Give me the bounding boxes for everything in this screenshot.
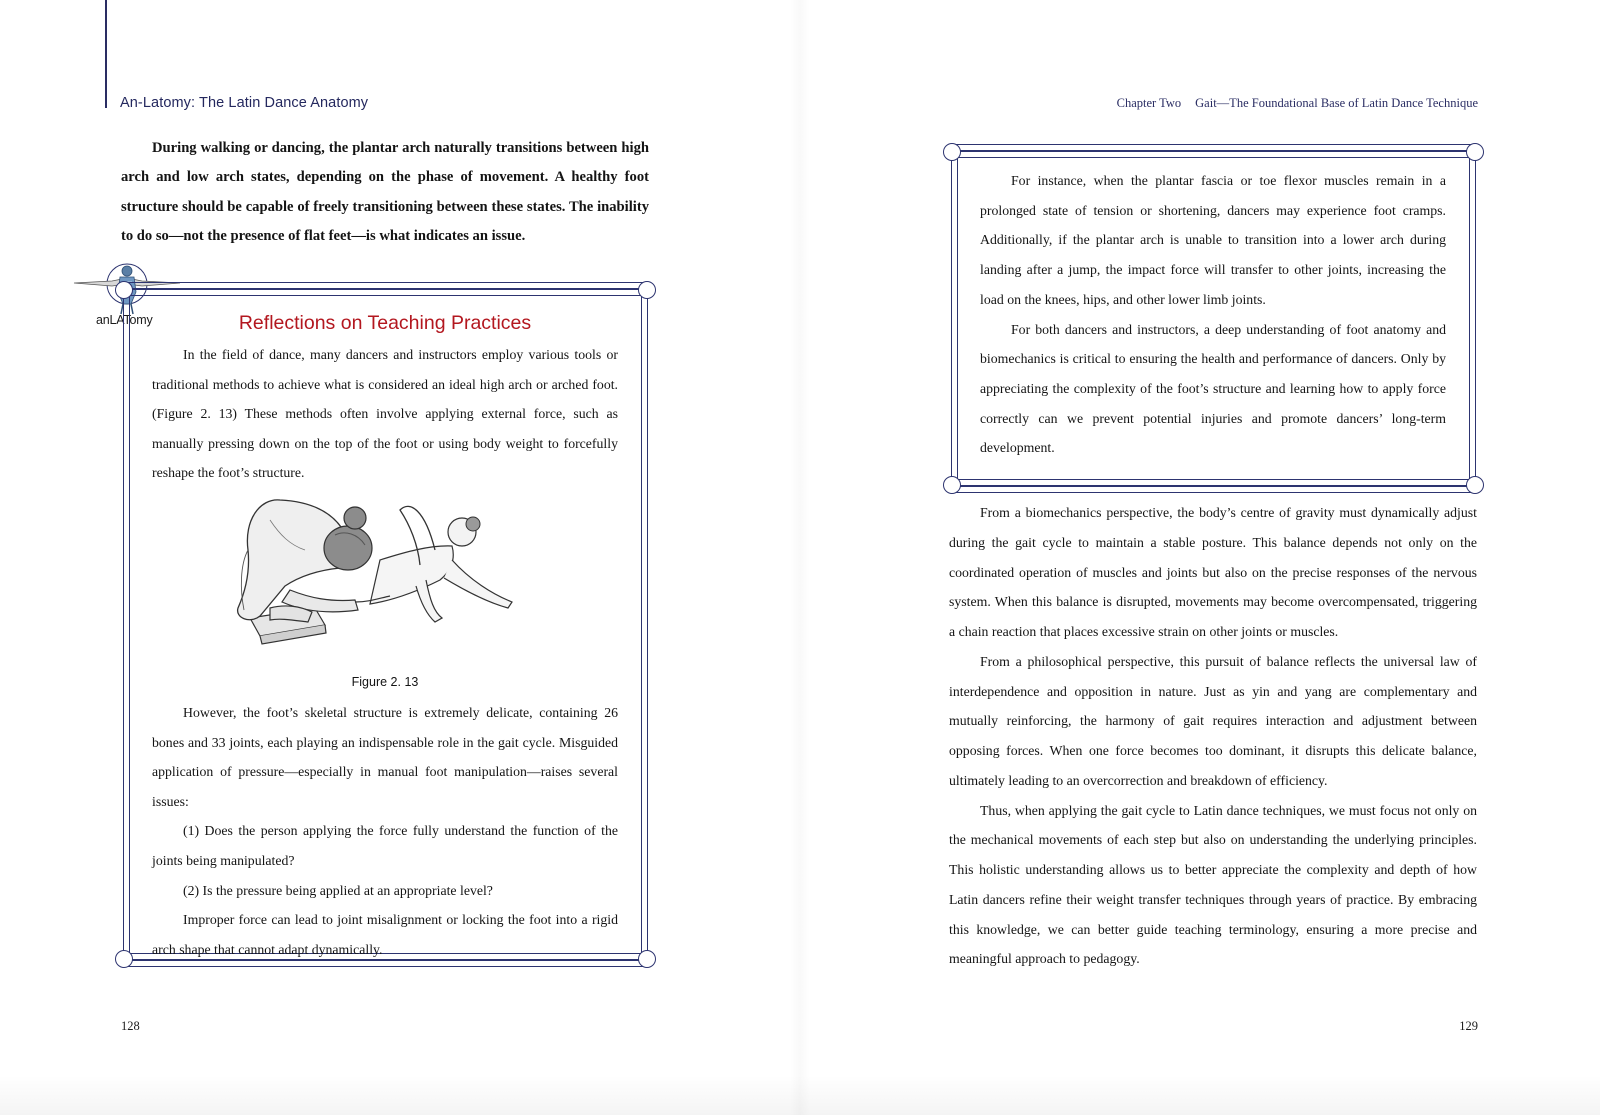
body-paragraph: From a philosophical perspective, this pursuit of balance reflects the universal law of interdependence and opposition in nature. Just as yin and yang are complementary and mutually reinforcing, the harmony of gait requires interaction and adjustment between opposing forces. When one force becomes too dominant, it disrupts this delicate balance, ultimately leading to an overcorrection and breakdown of efficiency.: [949, 653, 1477, 788]
intro-text: During walking or dancing, the plantar arch naturally transitions between high arch and low arch states, depending on the phase of movement. A healthy foot structure should be capable of freely transitioning between these states. The inability to do so—not the presence of flat feet—is what indicates an issue.: [121, 140, 649, 245]
page-number-left: 128: [121, 1019, 140, 1033]
right-page-body: [949, 498, 1477, 974]
frame-corner: [1466, 143, 1484, 161]
chapter-label: Chapter Two: [1116, 96, 1182, 110]
gutter-shadow: [790, 0, 810, 1115]
box-top-rule: [123, 282, 648, 289]
header-rule: [105, 0, 107, 108]
foot-health-box: [951, 151, 1476, 486]
frame-corner: [638, 281, 656, 299]
box-content: [152, 309, 618, 964]
chapter-header: [1117, 96, 1478, 111]
list-item: (2) Is the pressure being applied at an appropriate level?: [183, 882, 493, 898]
frame-corner: [943, 476, 961, 494]
book-title-header: An-Latomy: The Latin Dance Anatomy: [120, 95, 369, 111]
intro-paragraph: [121, 134, 649, 252]
box-paragraph: Improper force can lead to joint misalignment or locking the foot into a rigid arch shape that cannot adapt dynamically.: [152, 912, 618, 957]
box-title: Reflections on Teaching Practices: [238, 312, 532, 334]
frame-corner: [115, 950, 133, 968]
box-paragraph: For instance, when the plantar fascia or toe flexor muscles remain in a prolonged state of tension or shortening, dancers may experience foot cramps. Additionally, if the plantar arch is unable to transition into a lower arch during landing after a jump, the impact force will transfer to other joints, increasing the load on the knees, hips, and other lower limb joints.: [980, 173, 1446, 307]
list-item: (1) Does the person applying the force fully understand the function of the joints being manipulated?: [152, 823, 618, 868]
box-body: [980, 166, 1446, 463]
frame-corner: [638, 950, 656, 968]
frame-corner: [115, 281, 133, 299]
figure-caption: Figure 2. 13: [351, 674, 419, 689]
figure-2-13: [152, 490, 618, 668]
chapter-title: Gait—The Foundational Base of Latin Dance Technique: [1195, 96, 1478, 110]
box-top-rule: [951, 144, 1476, 151]
box-body: [152, 340, 618, 964]
bottom-shade: [0, 1075, 1600, 1115]
logo-text: anLATomy: [96, 313, 153, 327]
frame-corner: [1466, 476, 1484, 494]
box-paragraph: For both dancers and instructors, a deep understanding of foot anatomy and biomechanics is critical to ensuring the health and performance of dancers. Only by appreciating the complexity of the foot’s structure and learning how to apply force correctly can we prevent potential injuries and promote dancers’ long-term development.: [980, 321, 1446, 456]
box-paragraph: However, the foot’s skeletal structure is extremely delicate, containing 26 bones and 33 joints, each playing an indispensable role in the gait cycle. Misguided application of pressure—especially in manual foot manipulation—raises several issues:: [152, 704, 618, 809]
body-paragraph: Thus, when applying the gait cycle to Latin dance techniques, we must focus not only on the mechanical movements of each step but also on understanding the underlying principles. This holistic understanding allows us to better appreciate the complexity and depth of how Latin dancers refine their weight transfer techniques through years of practice. By embracing this knowledge, we can better guide teaching terminology, ensuring a more precise and meaningful approach to pedagogy.: [949, 802, 1477, 967]
teaching-reflections-box: [123, 289, 648, 960]
page-number-right: 129: [1459, 1019, 1478, 1033]
body-paragraph: From a biomechanics perspective, the body’s centre of gravity must dynamically adjust during the gait cycle to maintain a stable posture. This balance depends not only on the coordinated operation of muscles and joints but also on the precise responses of the nervous system. When this balance is disrupted, movements may become overcompensated, triggering a chain reaction that places excessive strain on other joints or muscles.: [949, 505, 1477, 639]
box-paragraph: In the field of dance, many dancers and instructors employ various tools or traditional methods to achieve what is considered an ideal high arch or arched foot. (Figure 2. 13) These methods often involve applying external force, such as manually pressing down on the top of the foot or using body weight to forcefully reshape the foot’s structure.: [152, 347, 618, 481]
box-content: [980, 166, 1446, 463]
foot-manipulation-illustration-icon: [230, 490, 530, 665]
box-bottom-rule: [951, 486, 1476, 493]
frame-corner: [943, 143, 961, 161]
